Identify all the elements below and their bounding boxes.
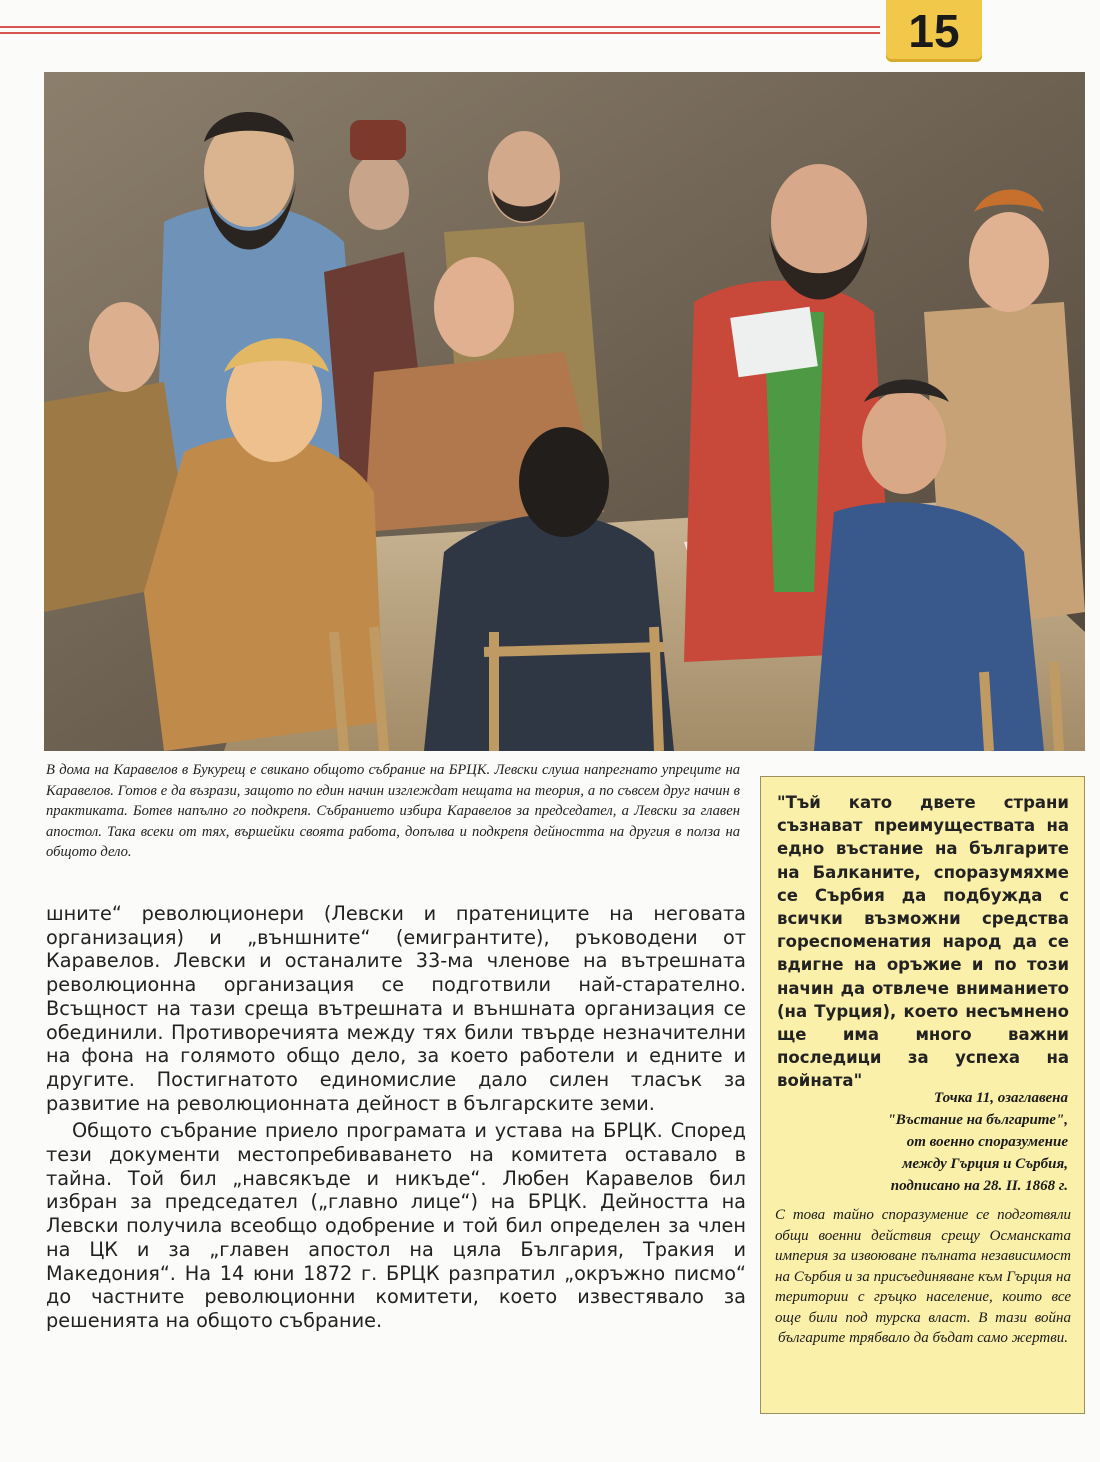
top-rule-line [0, 32, 880, 34]
illustration [44, 72, 1085, 751]
source-line: Точка 11, озаглавена [934, 1090, 1068, 1106]
sidebar-box [760, 776, 1085, 1414]
top-rule [0, 26, 880, 36]
top-rule-line [0, 26, 880, 28]
sidebar-note: С това тайно споразумение се подготвяли общи военни действия срещу Османската империя за извоюване пълната независимост на Сърбия и за присъединяване към Гърция на територии с гръцко население, които все още били под турска власт. В тази война българите трябвало да бъдат само жертви. [775, 1207, 1071, 1346]
body-paragraph: шните“ революционери (Левски и пратениците на неговата организация) и „външните“ (емигрантите), ръководени от Каравелов. Левски и останалите 33-ма членове на вътрешната революционна организация се подготвили най-старателно. Всъщност на тази среща вътрешната и външната организация се обединили. Противоречията между тях били твърде незначителни на фона на голямото общо дело, за което работели и едните и другите. Постигнатото единомислие дало силен тласък за развитие на революционната дейност в българските земи. [46, 902, 746, 1115]
article-body [46, 902, 746, 1333]
source-line: "Въстание на българите", [887, 1112, 1068, 1128]
quote-source [788, 1087, 1068, 1197]
source-line: от военно споразумение [906, 1134, 1068, 1150]
illustration-caption: В дома на Каравелов в Букурещ е свикано общото събрание на БРЦК. Левски слуша напрегнато упреците на Каравелов. Готов е да възрази, защото по един начин изглеждат нещата на теория, а по съвсем друг начин в практиката. Ботев напълно го подкрепя. Събранието избира Каравелов за председател, а Левски за главен апостол. Така всеки от тях, вършейки своята работа, допълва и подкрепя дейността на другия в полза на общото дело. [46, 762, 740, 860]
page-number-badge: 15 [886, 0, 982, 62]
meeting-illustration [44, 72, 1085, 751]
body-paragraph: Общото събрание приело програмата и устава на БРЦК. Според тези документи местопребиваването на комитета оставало в тайна. Той бил „навсякъде и никъде“. Любен Каравелов бил избран за председател („главно лице“) на БРЦК. Дейността на Левски получила всеобщо одобрение и той бил определен за член на ЦК и за „главен апостол на цяла България, Тракия и Македония“. На 14 юни 1872 г. БРЦК разпратил „окръжно писмо“ до частните революционни комитети, което известявало за решенията на общото събрание. [46, 1119, 746, 1332]
source-line: между Гърция и Сърбия, [902, 1156, 1068, 1172]
sidebar-quote: "Тъй като двете страни съзнават преимуществата на едно въстание на българите на Балканите, споразумяхме се Сърбия да подбужда с всички възможни средства гореспоменатия народ да се вдигне на оръжие и по този начин да отвлече вниманието (на Турция), което несъмнено ще има много важни последици за успеха на войната" [777, 793, 1069, 1091]
source-line: подписано на 28. II. 1868 г. [890, 1178, 1068, 1194]
